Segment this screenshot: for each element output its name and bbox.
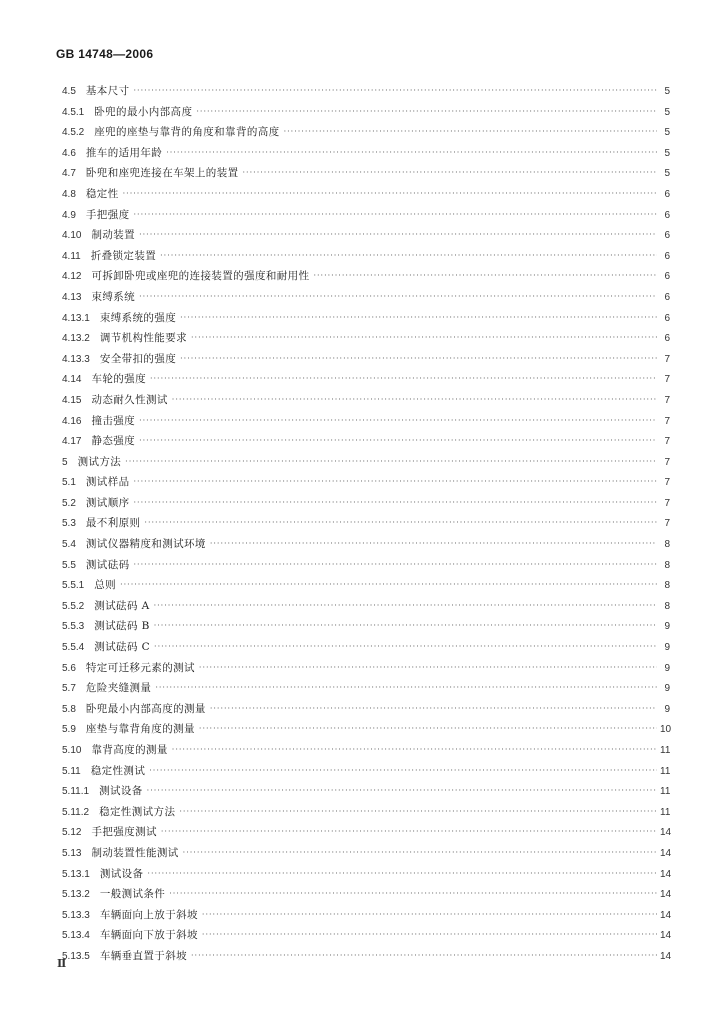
toc-entry[interactable] [62,822,670,843]
toc-entry[interactable] [62,843,670,864]
toc-entry-page: 8 [664,539,670,551]
toc-entry[interactable] [62,81,670,102]
toc-entry[interactable] [62,534,670,555]
toc-entry-page: 9 [664,683,670,695]
toc-dot-leader [120,575,657,596]
toc-entry-number: 5.4 [62,539,76,551]
toc-entry-title: 安全带扣的强度 [99,352,177,365]
toc-dot-leader [125,452,657,473]
toc-dot-leader [210,699,657,720]
toc-entry-page: 9 [664,621,670,633]
toc-entry-number: 4.6 [62,147,76,159]
toc-entry[interactable] [62,472,670,493]
toc-entry-number: 4.5 [62,86,76,97]
toc-dot-leader [154,637,657,658]
toc-entry-page: 9 [664,662,670,674]
toc-entry-title: 座兜的座垫与靠背的角度和靠背的高度 [94,126,280,139]
toc-dot-leader [134,81,657,102]
toc-entry-title: 车辆面向下放于斜坡 [99,929,198,942]
toc-entry-title: 制动装置 [91,229,136,242]
toc-entry-title: 测试样品 [85,476,130,489]
toc-entry-number: 4.5.1 [62,106,85,118]
toc-entry-number: 5.9 [62,724,76,736]
toc-entry-page: 6 [664,312,670,324]
toc-dot-leader [179,802,657,823]
toc-entry-number: 5.13.5 [62,950,90,962]
toc-entry-title: 推车的适用年龄 [85,146,163,159]
toc-entry-title: 一般测试条件 [99,888,166,901]
toc-entry[interactable] [62,369,670,390]
toc-entry[interactable] [62,596,670,617]
toc-entry[interactable] [62,513,670,534]
toc-entry-number: 4.9 [62,209,76,221]
toc-entry[interactable] [62,719,670,740]
toc-entry[interactable] [62,349,670,370]
toc-entry-page: 5 [664,86,670,97]
toc-entry[interactable] [62,925,670,946]
toc-entry-number: 5.13 [62,847,82,859]
toc-entry-number: 4.7 [62,168,76,180]
toc-entry-title: 静态强度 [91,435,136,448]
toc-entry-title: 稳定性测试 [90,764,146,777]
toc-entry-page: 5 [664,106,670,118]
toc-entry-page: 6 [664,333,670,345]
toc-dot-leader [147,864,657,885]
toc-entry-page: 7 [664,374,670,386]
toc-dot-leader [202,905,657,926]
toc-entry-number: 5.13.2 [62,889,90,901]
toc-entry-number: 4.15 [62,394,82,406]
toc-dot-leader [139,225,657,246]
toc-entry[interactable] [62,266,670,287]
toc-entry-page: 5 [664,147,670,159]
toc-entry-title: 手把强度测试 [91,826,157,839]
toc-entry-title: 束缚系统 [91,290,136,303]
toc-entry[interactable] [62,493,670,514]
toc-entry-page: 6 [664,291,670,303]
toc-entry-title: 手把强度 [85,208,130,221]
toc-entry-number: 5.6 [62,662,76,674]
toc-entry-title: 稳定性测试方法 [99,805,176,818]
toc-dot-leader [191,946,657,967]
toc-dot-leader [150,369,657,390]
toc-entry-page: 6 [664,230,670,242]
toc-dot-leader [166,143,657,164]
toc-entry[interactable] [62,431,670,452]
toc-entry-number: 5.5.3 [62,621,85,633]
toc-dot-leader [202,925,657,946]
toc-dot-leader [180,349,657,370]
toc-entry-number: 5.11.2 [62,806,90,818]
toc-entry[interactable] [62,637,670,658]
toc-entry-title: 最不利原则 [85,517,141,530]
toc-entry[interactable] [62,328,670,349]
toc-dot-leader [149,761,657,782]
toc-dot-leader [161,822,657,843]
toc-entry-page: 6 [664,250,670,262]
toc-entry-page: 7 [664,353,670,365]
toc-entry-number: 5.11.1 [62,786,90,798]
toc-dot-leader [191,328,657,349]
toc-entry-number: 4.13 [62,291,82,303]
toc-dot-leader [134,472,657,493]
toc-entry-page: 9 [664,703,670,715]
toc-entry-page: 6 [664,188,670,200]
toc-entry[interactable] [62,616,670,637]
toc-entry[interactable] [62,555,670,576]
toc-entry-title: 动态耐久性测试 [91,393,168,406]
toc-dot-leader [169,884,657,905]
toc-entry[interactable] [62,452,670,473]
toc-entry-page: 7 [664,415,670,427]
toc-dot-leader [199,658,657,679]
toc-entry-number: 4.14 [62,374,82,386]
toc-dot-leader [139,287,657,308]
toc-dot-leader [196,102,657,123]
toc-dot-leader [134,493,657,514]
toc-entry-page: 11 [660,745,671,756]
toc-dot-leader [284,122,657,143]
toc-dot-leader [172,390,657,411]
toc-dot-leader [155,678,657,699]
toc-entry-number: 4.13.1 [62,312,90,324]
toc-entry-page: 5 [664,127,670,139]
toc-dot-leader [134,205,657,226]
toc-entry-title: 测试顺序 [85,496,130,509]
toc-entry[interactable] [62,781,670,802]
toc-entry-number: 5.2 [62,497,76,509]
toc-entry[interactable] [62,143,670,164]
toc-dot-leader [313,266,657,287]
toc-entry[interactable] [62,102,670,123]
toc-dot-leader [139,431,657,452]
toc-entry[interactable] [62,287,670,308]
toc-dot-leader [183,843,657,864]
toc-entry[interactable] [62,390,670,411]
toc-entry[interactable] [62,575,670,596]
toc-entry-number: 4.5.2 [62,127,85,139]
toc-entry-title: 调节机构性能要求 [99,332,188,345]
toc-entry-page: 14 [660,827,672,839]
toc-entry-page: 14 [660,930,672,942]
toc-entry-title: 测试设备 [99,867,144,880]
toc-entry-page: 11 [660,765,671,777]
document-header: GB 14748—2006 [56,47,154,61]
toc-entry-page: 8 [664,559,670,571]
toc-entry[interactable] [62,884,670,905]
toc-entry-title: 可拆卸卧兜或座兜的连接装置的强度和耐用性 [91,270,310,283]
toc-entry-page: 11 [660,806,671,818]
toc-entry-number: 5.5.2 [62,600,85,612]
toc-entry-number: 5.5 [62,559,76,571]
toc-entry-number: 4.11 [62,250,81,262]
toc-dot-leader [199,719,657,740]
toc-dot-leader [144,513,657,534]
toc-entry-page: 8 [664,580,670,592]
toc-entry-number: 4.8 [62,188,76,200]
toc-dot-leader [210,534,657,555]
toc-dot-leader [243,163,657,184]
toc-entry-number: 5.13.4 [62,930,90,942]
toc-entry-title: 卧兜和座兜连接在车架上的装置 [85,167,239,180]
toc-entry[interactable] [62,205,670,226]
toc-dot-leader [172,740,657,761]
toc-entry-title: 测试砝码 [85,558,130,571]
toc-entry-page: 14 [660,868,672,880]
toc-entry[interactable] [62,225,670,246]
toc-dot-leader [180,308,657,329]
toc-entry[interactable] [62,411,670,432]
toc-entry-title: 车辆面向上放于斜坡 [99,908,198,921]
toc-dot-leader [134,555,657,576]
table-of-contents [62,81,670,967]
toc-entry-number: 5.7 [62,683,76,695]
toc-entry-title: 束缚系统的强度 [99,311,177,324]
toc-entry-number: 5.13.3 [62,909,90,921]
toc-entry-number: 5.1 [62,477,76,489]
toc-entry-page: 7 [664,497,670,509]
toc-entry-page: 7 [664,394,670,406]
toc-entry-number: 4.17 [62,436,82,448]
toc-entry-number: 4.13.2 [62,333,90,345]
toc-entry-page: 14 [660,909,672,921]
toc-entry-title: 测试砝码 C [94,641,151,654]
toc-entry-title: 测试设备 [99,785,143,798]
toc-entry-page: 7 [664,436,670,448]
toc-dot-leader [154,596,657,617]
toc-entry[interactable] [62,864,670,885]
toc-entry[interactable] [62,761,670,782]
toc-entry[interactable] [62,163,670,184]
toc-entry-number: 5.5.1 [62,580,85,592]
toc-entry-title: 测试砝码 B [94,620,150,633]
toc-entry-page: 6 [664,271,670,283]
toc-entry-page: 7 [664,456,670,468]
toc-entry-page: 8 [664,600,670,612]
toc-entry-title: 总则 [94,579,117,592]
toc-entry-title: 特定可迁移元素的测试 [85,661,195,674]
toc-entry-title: 稳定性 [85,187,119,200]
toc-dot-leader [147,781,657,802]
toc-entry-page: 14 [660,950,672,962]
toc-dot-leader [123,184,657,205]
toc-entry-title: 测试砝码 A [94,599,150,612]
toc-entry[interactable] [62,699,670,720]
toc-entry[interactable] [62,122,670,143]
toc-entry-title: 座垫与靠背角度的测量 [85,723,195,736]
toc-entry[interactable] [62,246,670,267]
page-number-roman: Ⅱ [57,958,67,970]
toc-entry[interactable] [62,946,670,967]
toc-entry-number: 4.10 [62,230,82,242]
toc-entry-title: 撞击强度 [91,414,136,427]
toc-entry-title: 折叠锁定装置 [90,249,157,262]
toc-entry-title: 测试方法 [77,455,122,468]
toc-entry-number: 4.13.3 [62,353,90,365]
toc-entry-title: 车辆垂直置于斜坡 [99,949,188,962]
toc-dot-leader [160,246,657,267]
toc-entry-number: 5.12 [62,827,82,839]
toc-entry-number: 4.12 [62,271,82,283]
toc-entry[interactable] [62,905,670,926]
toc-entry-number: 5.10 [62,745,82,756]
toc-entry-title: 卧兜最小内部高度的测量 [85,702,206,715]
toc-entry-title: 危险夹缝测量 [85,682,152,695]
toc-entry-title: 基本尺寸 [85,85,130,97]
toc-dot-leader [139,411,657,432]
toc-entry[interactable] [62,740,670,761]
toc-entry-number: 4.16 [62,415,82,427]
toc-entry-number: 5.8 [62,703,76,715]
toc-entry-number: 5.3 [62,518,76,530]
toc-entry-number: 5.13.1 [62,868,90,880]
toc-entry-number: 5.11 [62,765,81,777]
toc-entry-page: 10 [660,724,672,736]
toc-entry-page: 11 [660,786,671,798]
toc-entry-page: 9 [664,642,670,654]
toc-entry[interactable] [62,802,670,823]
toc-entry-page: 7 [664,477,670,489]
toc-entry-title: 车轮的强度 [91,373,146,386]
toc-entry[interactable] [62,678,670,699]
toc-entry-title: 卧兜的最小内部高度 [94,105,193,118]
toc-entry-page: 7 [664,518,670,530]
toc-entry-title: 测试仪器精度和测试环境 [85,538,206,551]
toc-entry-number: 5 [62,456,68,468]
toc-entry-title: 制动装置性能测试 [91,846,179,859]
toc-entry[interactable] [62,658,670,679]
toc-entry[interactable] [62,308,670,329]
toc-entry-number: 5.5.4 [62,642,85,654]
toc-entry-page: 14 [660,889,672,901]
toc-entry-page: 14 [660,847,672,859]
toc-entry[interactable] [62,184,670,205]
toc-entry-page: 5 [664,168,670,180]
toc-entry-page: 6 [664,209,670,221]
toc-entry-title: 靠背高度的测量 [91,744,168,756]
toc-dot-leader [154,616,657,637]
